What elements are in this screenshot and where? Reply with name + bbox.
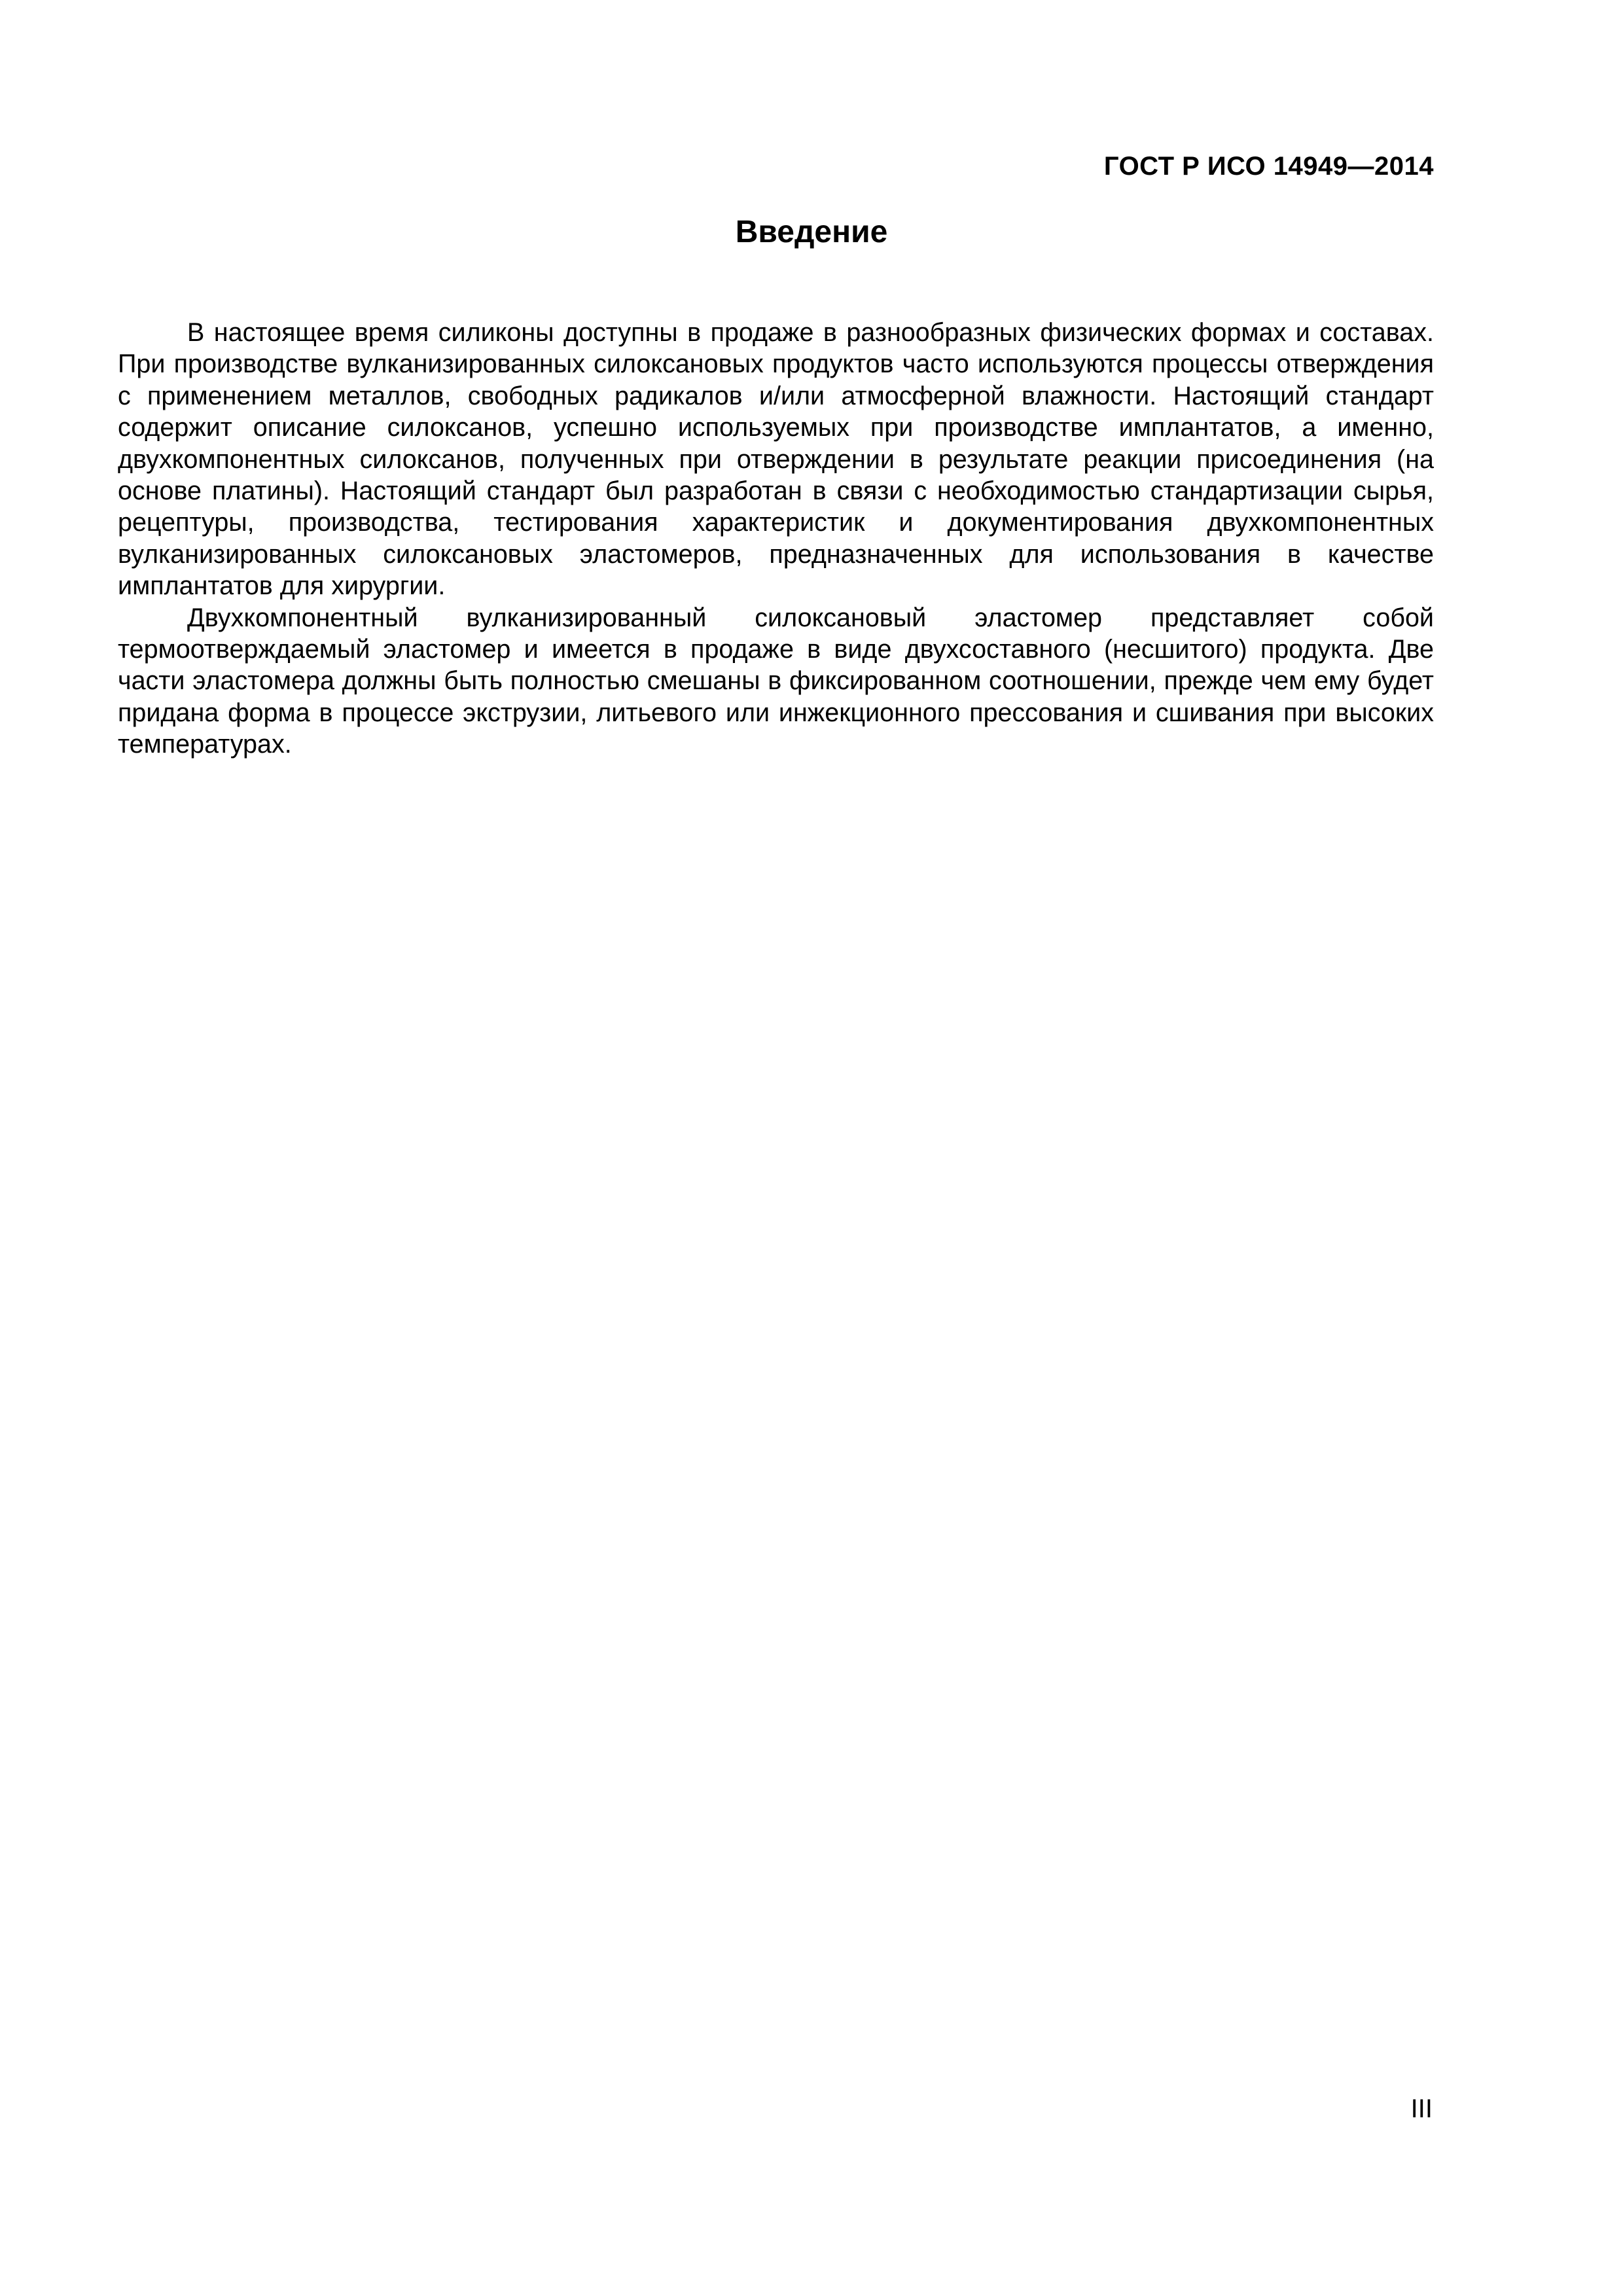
- standard-code-header: ГОСТ Р ИСО 14949—2014: [1103, 152, 1434, 181]
- page-number: III: [1410, 2094, 1433, 2123]
- paragraph-1: В настоящее время силиконы доступны в продаже в разнообразных физических формах и составах. При производстве вулканизированных силоксановых продуктов часто используются процессы отверждения с применением металлов, свободных радикалов и/или атмосферной влажности. Настоящий стандарт содержит описание силоксанов, успешно используемых при производстве имплантатов, а именно, двухкомпонентных силоксанов, полученных при отверждении в результате реакции присоединения (на основе платины). Настоящий стандарт был разработан в связи с необходимостью стандартизации сырья, рецептуры, производства, тестирования характеристик и документирования двухкомпонентных вулканизированных силоксановых эластомеров, предназначенных для использования в качестве имплантатов для хирургии.: [118, 318, 1434, 601]
- paragraph-2: Двухкомпонентный вулканизированный силоксановый эластомер представляет собой термоотверждаемый эластомер и имеется в продаже в виде двухсоставного (несшитого) продукта. Две части эластомера должны быть полностью смешаны в фиксированном соотношении, прежде чем ему будет придана форма в процессе экструзии, литьевого или инжекционного прессования и сшивания при высоких температурах.: [118, 603, 1434, 759]
- body-text: [118, 317, 1434, 761]
- section-title: Введение: [735, 215, 888, 249]
